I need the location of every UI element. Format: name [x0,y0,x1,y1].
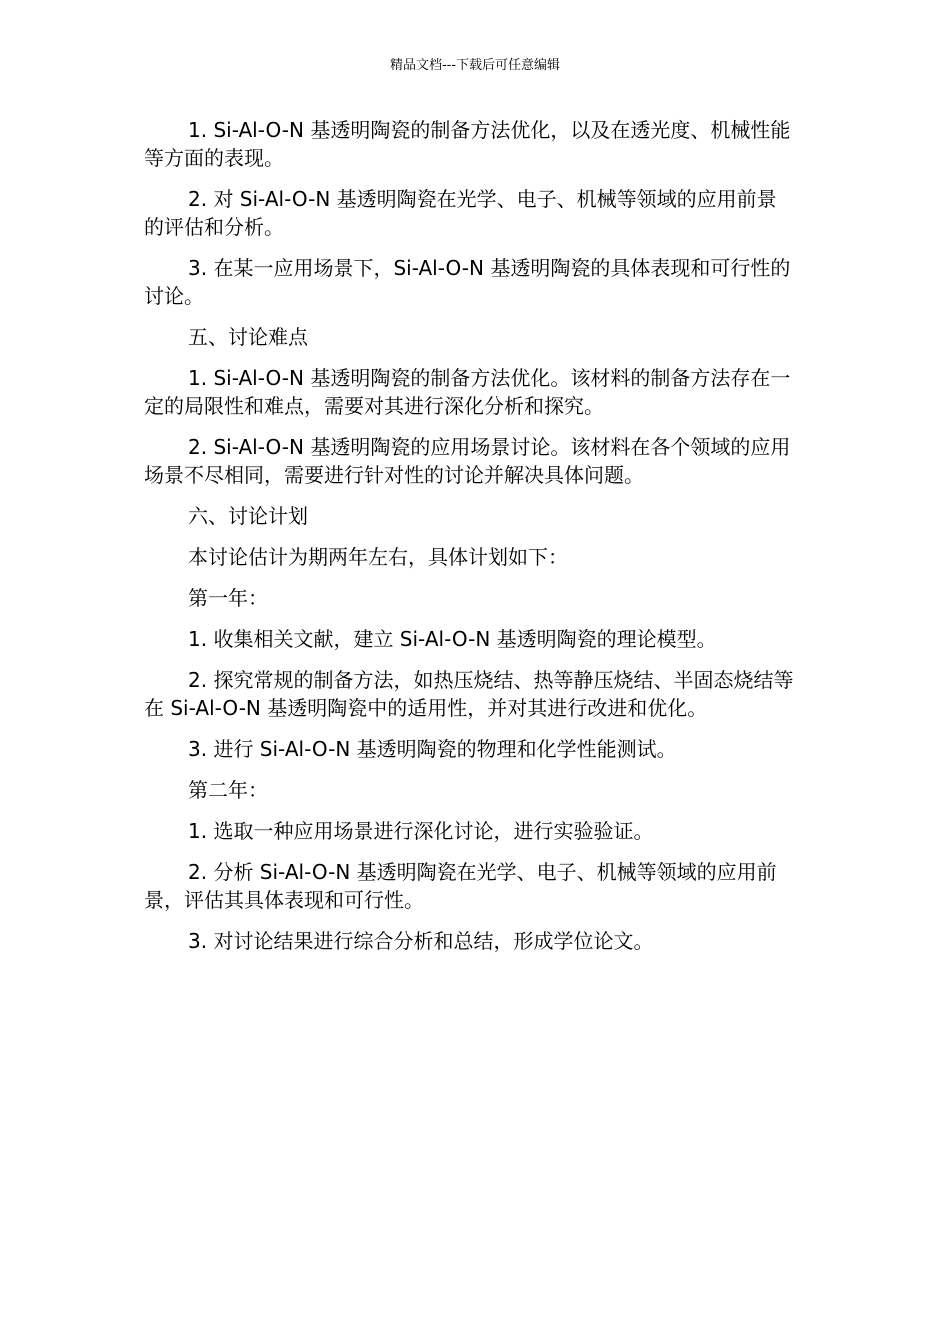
paragraph-plan-intro: 本讨论估计为期两年左右，具体计划如下： [188,545,568,569]
paragraph-year2-item-1: 1. 选取一种应用场景进行深化讨论，进行实验验证。 [188,819,654,843]
page-header: 精品文档---下载后可任意编辑 [389,58,561,73]
paragraph-aim-2: 2. 对 Si-Al-O-N 基透明陶瓷在光学、电子、机械等领域的应用前景的评估和分析。 [144,187,777,239]
subheading-year-two: 第二年： [188,778,268,802]
paragraph-difficulty-2: 2. Si-Al-O-N 基透明陶瓷的应用场景讨论。该材料在各个领域的应用场景不尽相同，需要进行针对性的讨论并解决具体问题。 [144,435,791,487]
paragraph-aim-3: 3. 在某一应用场景下，Si-Al-O-N 基透明陶瓷的具体表现和可行性的讨论。 [144,256,791,308]
paragraph-aim-1: 1. Si-Al-O-N 基透明陶瓷的制备方法优化，以及在透光度、机械性能等方面的表现。 [144,118,791,170]
paragraph-year1-item-1: 1. 收集相关文献，建立 Si-Al-O-N 基透明陶瓷的理论模型。 [188,627,717,651]
section-heading-plan: 六、讨论计划 [188,504,308,528]
paragraph-year2-item-3: 3. 对讨论结果进行综合分析和总结，形成学位论文。 [188,929,654,953]
subheading-year-one: 第一年： [188,586,268,610]
paragraph-year1-item-3: 3. 进行 Si-Al-O-N 基透明陶瓷的物理和化学性能测试。 [188,737,677,761]
paragraph-difficulty-1: 1. Si-Al-O-N 基透明陶瓷的制备方法优化。该材料的制备方法存在一定的局限性和难点，需要对其进行深化分析和探究。 [144,366,791,418]
document-body [144,116,796,968]
paragraph-year1-item-2: 2. 探究常规的制备方法，如热压烧结、热等静压烧结、半固态烧结等在 Si-Al-O-N 基透明陶瓷中的适用性，并对其进行改进和优化。 [144,668,794,720]
paragraph-year2-item-2: 2. 分析 Si-Al-O-N 基透明陶瓷在光学、电子、机械等领域的应用前景，评估其具体表现和可行性。 [144,860,777,912]
section-heading-difficulties: 五、讨论难点 [188,325,308,349]
